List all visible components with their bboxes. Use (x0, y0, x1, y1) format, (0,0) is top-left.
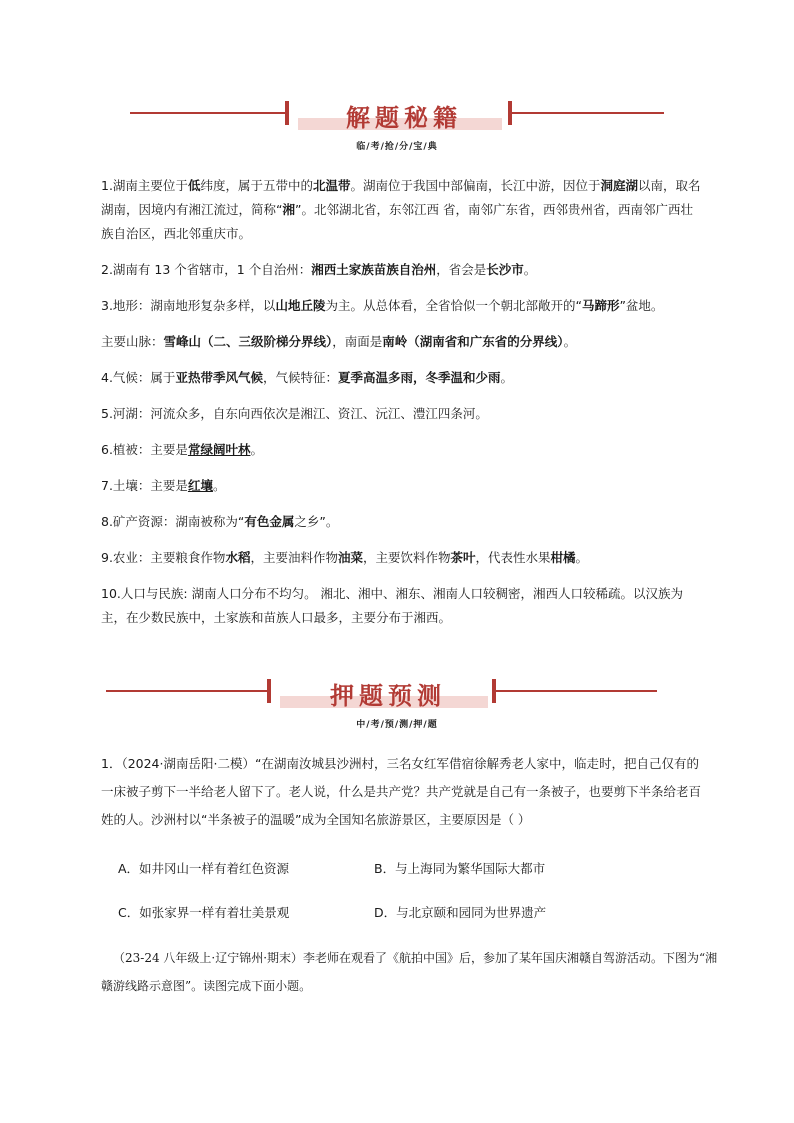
tip-text: 5.河湖：河流众多，自东向西依次是湘江、资江、沅江、澧江四条河。 (101, 406, 488, 421)
tip-keyword: 长沙市 (486, 262, 524, 277)
tip-item (101, 474, 701, 498)
tip-text: 之乡”。 (294, 514, 339, 529)
tip-text: 。 (563, 334, 577, 349)
question-group-intro: （23-24 八年级上·辽宁锦州·期末）李老师在观看了《航拍中国》后，参加了某年国庆湘赣自驾游活动。下图为“湘赣游线路示意图”。读图完成下面小题。 (101, 951, 718, 993)
tip-text: 为主。从总体看，全省恰似一个朝北部敞开的“ (325, 298, 582, 313)
banner-line-left (130, 112, 285, 114)
section-banner-predictions (0, 676, 794, 736)
tip-item (101, 330, 701, 354)
tip-keyword: 夏季高温多雨，冬季温和少雨 (337, 370, 501, 385)
tip-keyword: 洞庭湖 (600, 178, 639, 193)
tip-keyword: 低 (187, 178, 201, 193)
banner-bar-left (267, 679, 271, 703)
banner-line-left (106, 690, 267, 692)
tip-keyword: 常绿阔叶林 (187, 442, 251, 457)
tip-keyword: 柑橘 (550, 550, 576, 565)
tip-text: ，省会是 (436, 262, 487, 277)
section-subtitle: 中/考/预/测/押/题 (356, 720, 438, 730)
tip-text: 。湖南位于我国中部偏南，长江中游，因位于 (350, 178, 601, 193)
tip-item (101, 402, 701, 426)
tip-keyword: 有色金属 (244, 514, 295, 529)
tip-keyword: 油菜 (337, 550, 363, 565)
tip-text: 4.气候：属于 (101, 370, 176, 385)
tip-item (101, 258, 701, 282)
tip-text: ，代表性水果 (475, 550, 551, 565)
tip-keyword: 南岭（湖南省和广东省的分界线） (382, 334, 564, 349)
option-a: A．如井冈山一样有着红色资源 (118, 861, 290, 876)
tip-keyword: 湘西土家族苗族自治州 (311, 262, 437, 277)
banner-line-right (496, 690, 657, 692)
banner-line-right (512, 112, 664, 114)
tip-text: 7.土壤：主要是 (101, 478, 188, 493)
tip-text: 。 (575, 550, 589, 565)
tip-item (101, 174, 701, 246)
tip-keyword: 茶叶 (450, 550, 476, 565)
tips-list (101, 174, 701, 630)
option-b: B．与上海同为繁华国际大都市 (374, 861, 546, 876)
question-1-stem: 1．（2024·湖南岳阳·二模）“在湖南汝城县沙洲村，三名女红军借宿徐解秀老人家中，临走时，把自己仅有的一床被子剪下一半给老人留下了。老人说，什么是共产党？共产党就是自己有一条被子，也要剪下半条给老百姓的人。沙洲村以“半条被子的温暖”成为全国知名旅游景区，主要原因是（ ） (101, 756, 702, 827)
section-banner-tips (0, 98, 794, 158)
tip-keyword: 水稻 (225, 550, 251, 565)
tip-text: ”盆地。 (619, 298, 664, 313)
option-row (118, 857, 678, 881)
tip-keyword: 亚热带季风气候 (175, 370, 263, 385)
tip-text: ，南面是 (332, 334, 383, 349)
tip-text: 1.湖南主要位于 (101, 178, 188, 193)
tip-text: 。 (523, 262, 537, 277)
tip-text: 3.地形：湖南地形复杂多样，以 (101, 298, 276, 313)
tip-text: 6.植被：主要是 (101, 442, 188, 457)
tip-keyword: 雪峰山（二、三级阶梯分界线） (163, 334, 333, 349)
tip-text: 。 (212, 478, 226, 493)
tip-keyword: 马蹄形 (581, 298, 620, 313)
tip-text: 纬度，属于五带中的 (200, 178, 313, 193)
tip-text: 10.人口与民族: 湖南人口分布不均匀。 湘北、湘中、湘东、湘南人口较稠密，湘西人口较稀疏。以汉族为主，在少数民族中，土家族和苗族人口最多，主要分布于湘西。 (101, 586, 684, 625)
option-d: D．与北京颐和园同为世界遗产 (374, 905, 547, 920)
tip-item (101, 510, 701, 534)
tip-item (101, 294, 701, 318)
tip-text: 8.矿产资源：湖南被称为“ (101, 514, 245, 529)
tip-item (101, 546, 701, 570)
tip-item (101, 366, 701, 390)
tip-text: 主要山脉： (101, 334, 164, 349)
option-row (118, 901, 678, 925)
tip-keyword: 湘 (282, 202, 295, 217)
tip-item (101, 438, 701, 462)
banner-bar-left (285, 101, 289, 125)
tip-text: 以南，取名湖南，因境内有湘江流过，简称“ (101, 178, 701, 217)
section-subtitle: 临/考/抢/分/宝/典 (356, 142, 438, 152)
tip-text: ，主要饮料作物 (362, 550, 451, 565)
tip-text: ，气候特征： (262, 370, 338, 385)
tip-keyword: 红壤 (187, 478, 213, 493)
tip-text: ，主要油料作物 (250, 550, 338, 565)
tip-text: 。 (500, 370, 513, 385)
tip-text: 。 (250, 442, 263, 457)
section-title: 解题秘籍 (346, 104, 462, 132)
tip-item (101, 582, 701, 630)
tip-text: 9.农业：主要粮食作物 (101, 550, 226, 565)
tip-keyword: 北温带 (312, 178, 351, 193)
option-c: C．如张家界一样有着壮美景观 (118, 905, 290, 920)
section-title: 押题预测 (330, 682, 446, 710)
tip-text: ”。北邻湖北省，东邻江西 省，南邻广东省，西邻贵州省，西南邻广西壮族自治区，西北邻重庆市。 (101, 202, 693, 241)
question-1-options (118, 857, 678, 925)
tip-text: 2.湖南有 13 个省辖市，1 个自治州： (101, 262, 312, 277)
tip-keyword: 山地丘陵 (275, 298, 326, 313)
